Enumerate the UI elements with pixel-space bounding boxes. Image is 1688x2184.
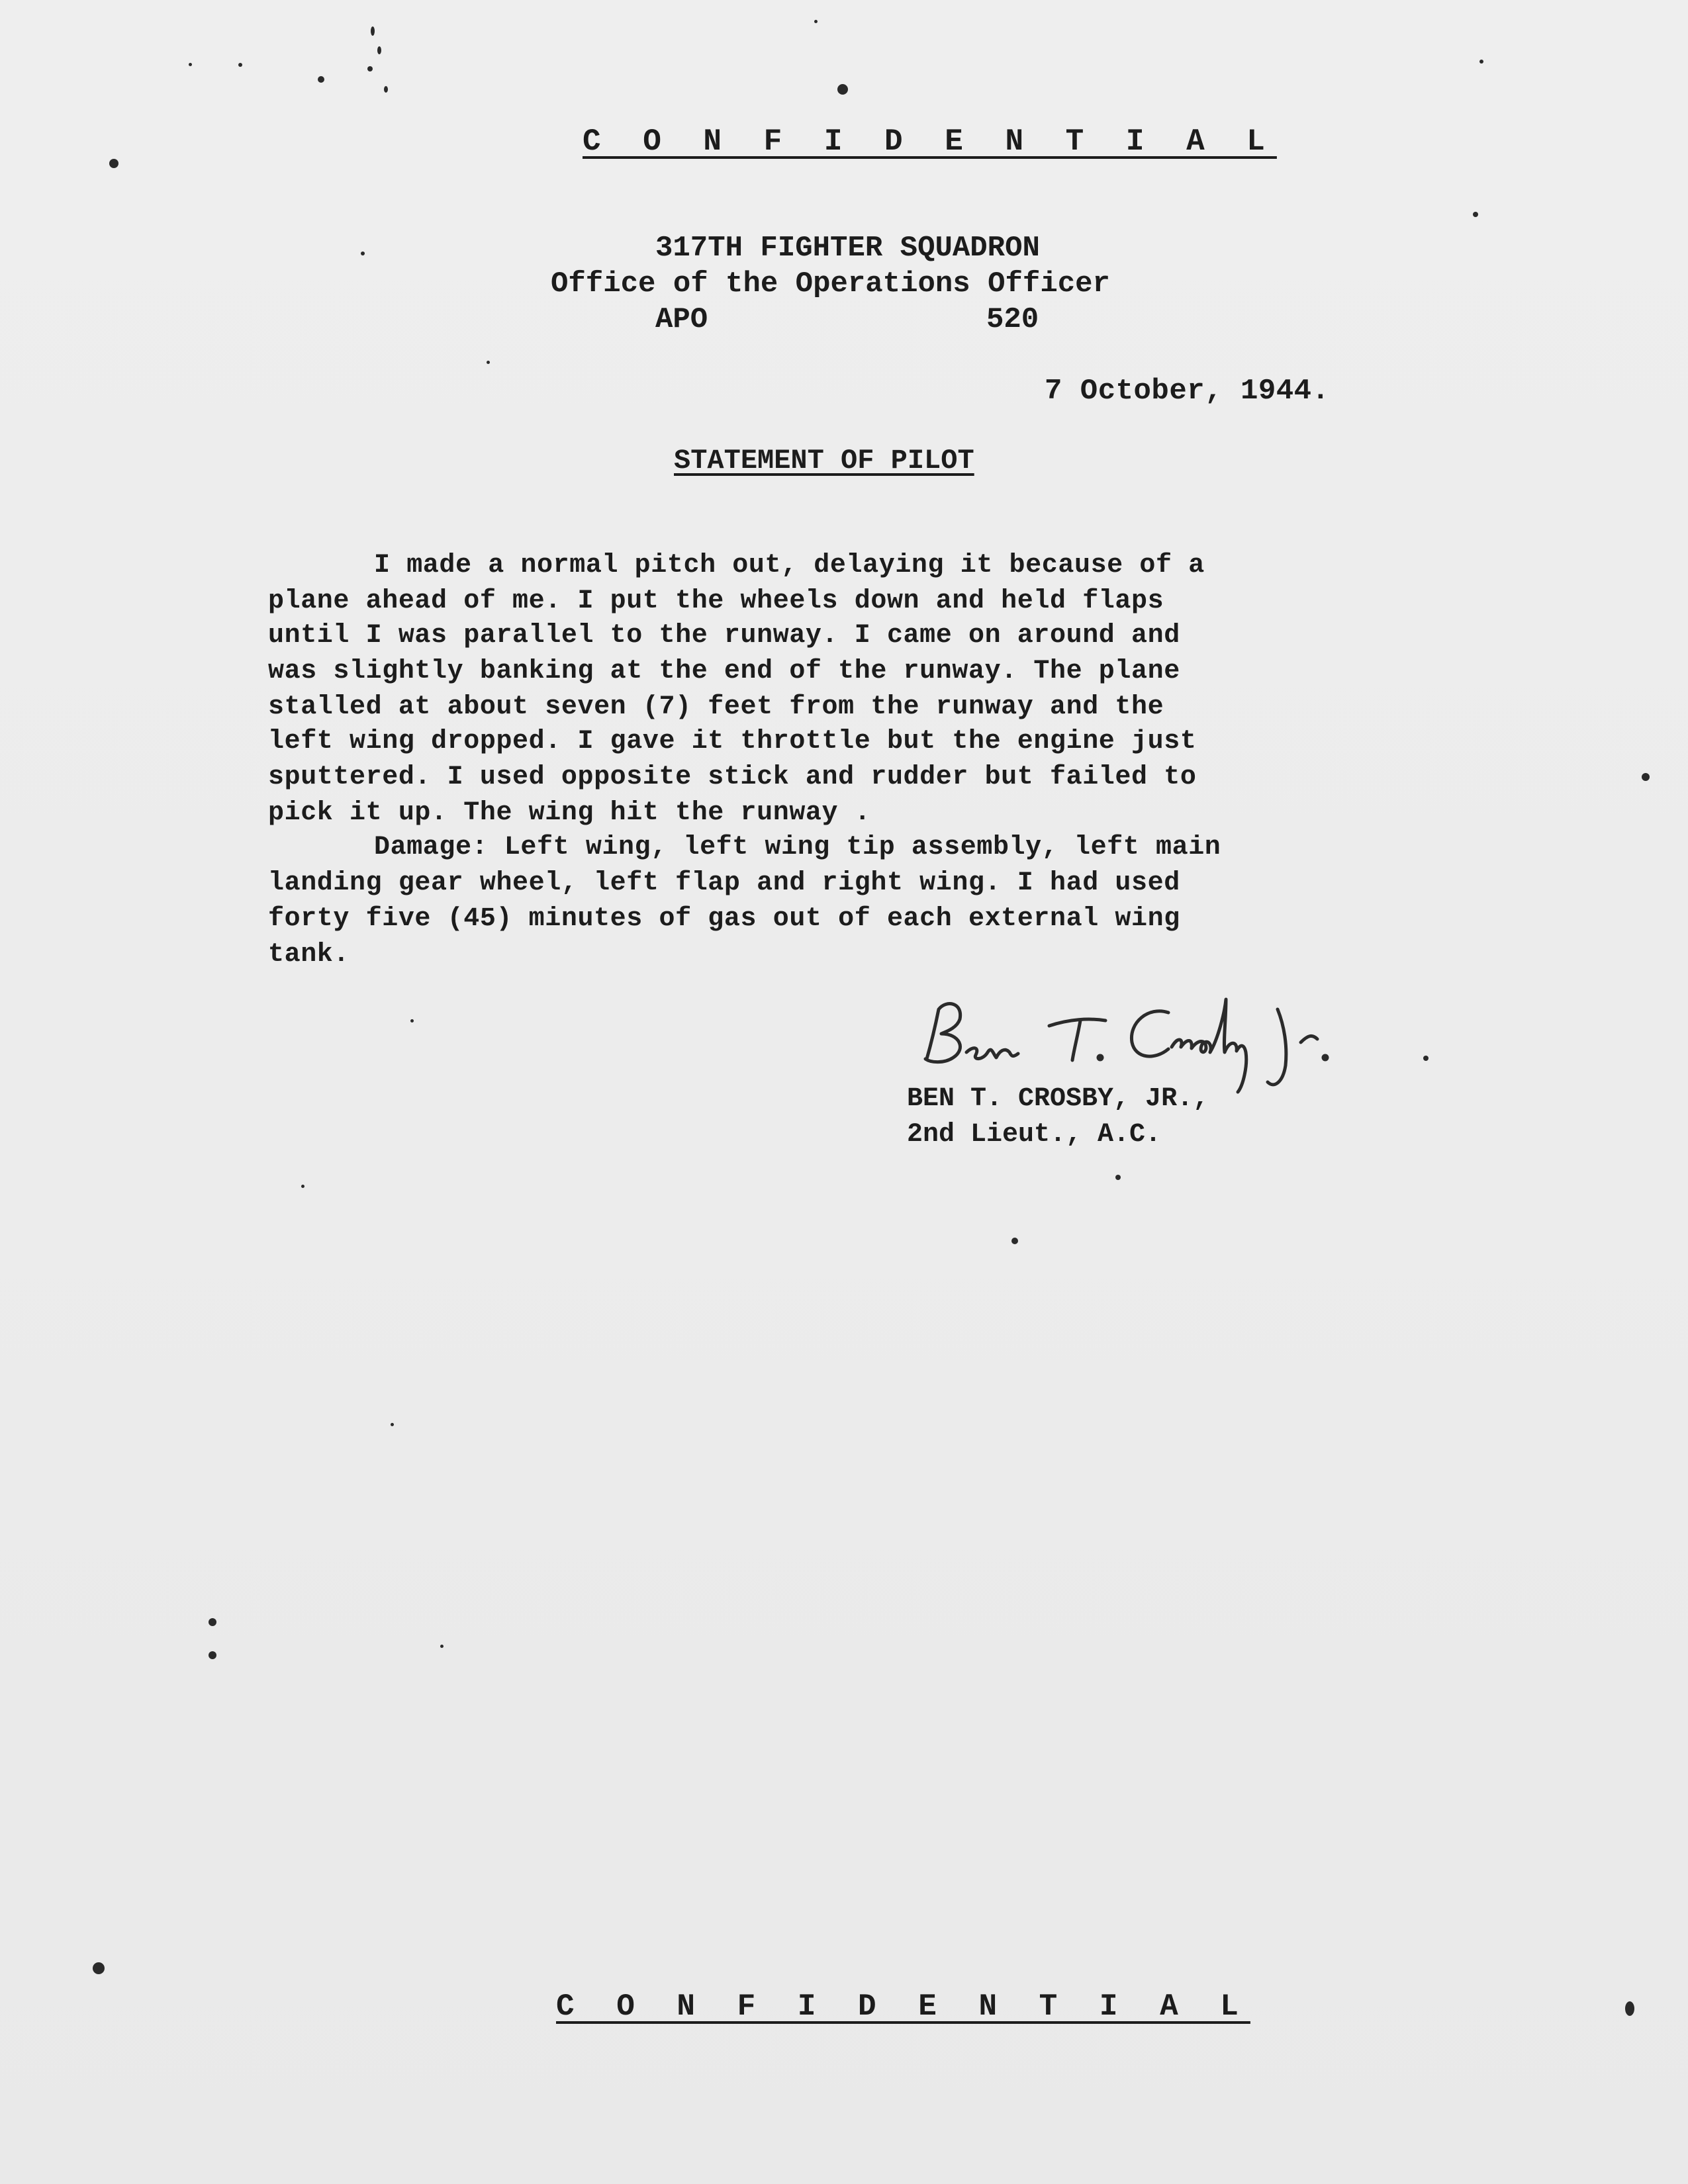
signer-name: BEN T. CROSBY, JR., [907, 1084, 1209, 1114]
footer-confidential-marking: C O N F I D E N T I A L [556, 1989, 1250, 2024]
signer-rank: 2nd Lieut., A.C. [907, 1120, 1162, 1150]
body-line: forty five (45) minutes of gas out of each external wing [268, 904, 1180, 934]
body-line: pick it up. The wing hit the runway . [268, 798, 871, 828]
body-line: stalled at about seven (7) feet from the runway and the [268, 692, 1164, 722]
document-date: 7 October, 1944. [1045, 375, 1330, 408]
body-line: left wing dropped. I gave it throttle but the engine just [268, 727, 1197, 756]
body-line: I made a normal pitch out, delaying it because of a [374, 551, 1205, 580]
body-line: plane ahead of me. I put the wheels down and held flaps [268, 586, 1164, 616]
body-line: until I was parallel to the runway. I came on around and [268, 621, 1180, 651]
document-title: STATEMENT OF PILOT [674, 445, 974, 477]
body-line: landing gear wheel, left flap and right wing. I had used [268, 868, 1180, 898]
body-line: was slightly banking at the end of the runway. The plane [268, 657, 1180, 686]
body-line: Damage: Left wing, left wing tip assembly, left main [374, 833, 1221, 862]
letterhead-apo-label: APO [655, 303, 708, 336]
letterhead-unit: 317TH FIGHTER SQUADRON [655, 232, 1040, 265]
letterhead-apo-number: 520 [986, 303, 1039, 336]
header-confidential-marking: C O N F I D E N T I A L [583, 124, 1277, 159]
letterhead-office: Office of the Operations Officer [551, 267, 1110, 300]
body-line: tank. [268, 940, 350, 970]
body-line: sputtered. I used opposite stick and rudder but failed to [268, 762, 1197, 792]
